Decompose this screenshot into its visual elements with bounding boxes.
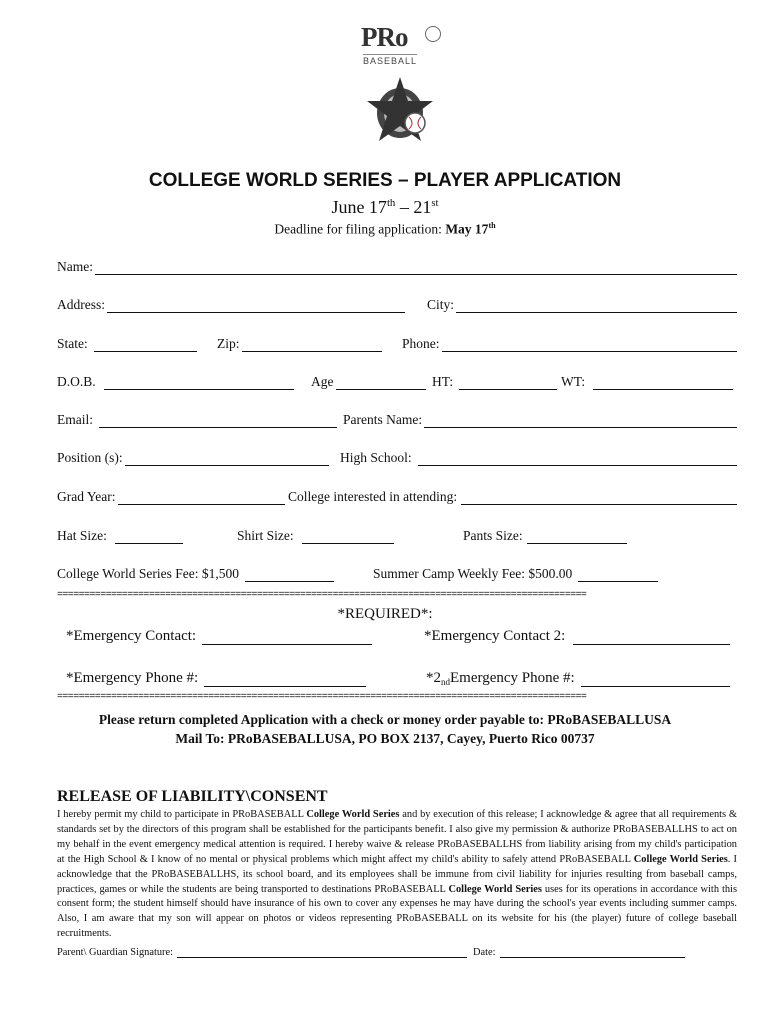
ht-field[interactable]: HT: — [432, 374, 557, 390]
release-body: I hereby permit my child to participate in PRoBASEBALL College World Series and by execution of this release; I acknowledge & agree that all requirements & standards set by the directors of this program shall be established for the participants benefit. I also give my permission & authorize PRoBASEBALLHS to act on my behalf in the event emergency medical attention is required. I hereby waive & release PRoBASEBALLHS from liability arising from my child's participation at the High School & I know of no mental or physical problems which might affect my child's ability to safely attend PRoBASEBALL College World Series. I acknowledge that the PRoBASEBALLHS, its school board, and its employees shall be immune from civil liability for injuries resulting from baseball camps, practices, games or while the students are being transported to destinations PRoBASEBALL College World Series uses for its operations in accordance with this consent form; the student himself should have insurance of his own to cover any expenses he may have during the school's year events including summer camps. Also, I am aware that my son will appear on photos or videos representing PRoBASEBALL on its website for his (the player) future of college baseball recruitments. — [57, 809, 738, 940]
shirt-size-field[interactable]: Shirt Size: — [237, 528, 394, 544]
mailing-address: Mail To: PRoBASEBALLUSA, PO BOX 2137, Cayey, Puerto Rico 00737 — [175, 731, 595, 746]
row-name — [57, 259, 737, 279]
star-baseball-emblem-icon — [365, 75, 435, 145]
grad-year-field[interactable]: Grad Year: — [57, 489, 285, 505]
logo-sub: BASEBALL — [363, 56, 418, 66]
required-heading: *REQUIRED*: — [337, 606, 433, 622]
event-dates: June 17th – 21st — [331, 197, 439, 217]
age-field[interactable]: Age — [311, 374, 426, 390]
college-interest-field[interactable]: College interested in attending: — [288, 489, 737, 505]
deadline: Deadline for filing application: May 17th — [274, 221, 496, 237]
date-field[interactable] — [500, 946, 685, 958]
row-dob — [57, 374, 737, 394]
logo-brand: PRo — [361, 22, 408, 52]
page-title: COLLEGE WORLD SERIES – PLAYER APPLICATION — [148, 170, 622, 191]
cws-fee-field[interactable]: College World Series Fee: $1,500 — [57, 566, 334, 582]
row-position — [57, 450, 737, 470]
wt-field[interactable]: WT: — [561, 374, 733, 390]
row-address — [57, 297, 737, 317]
position-field[interactable]: Position (s): — [57, 450, 329, 466]
city-field[interactable]: City: — [427, 297, 737, 313]
row-fees — [57, 566, 737, 586]
name-field[interactable]: Name: — [57, 259, 737, 275]
row-sizes — [57, 528, 737, 548]
camp-fee-field[interactable]: Summer Camp Weekly Fee: $500.00 — [373, 566, 658, 582]
emergency-contact-2-field[interactable]: *Emergency Contact 2: — [424, 628, 730, 645]
zip-field[interactable]: Zip: — [217, 336, 382, 352]
date-label: Date: — [473, 947, 496, 958]
parents-name-field[interactable]: Parents Name: — [343, 412, 737, 428]
state-field[interactable]: State: — [57, 336, 197, 352]
row-emergency-contact — [66, 628, 736, 648]
separator-bottom: ================================================================================================== — [57, 692, 587, 703]
row-email — [57, 412, 737, 432]
row-grad-year — [57, 489, 737, 509]
separator-top: ================================================================================================== — [57, 590, 587, 601]
hat-size-field[interactable]: Hat Size: — [57, 528, 183, 544]
phone-field[interactable]: Phone: — [402, 336, 737, 352]
signature-label: Parent\ Guardian Signature: — [57, 947, 173, 958]
row-emergency-phone — [66, 670, 736, 690]
emergency-contact-field[interactable]: *Emergency Contact: — [66, 628, 372, 645]
return-instructions: Please return completed Application with a check or money order payable to: PRoBASEBALLUSA — [98, 712, 672, 727]
address-field[interactable]: Address: — [57, 297, 405, 313]
baseball-icon — [425, 26, 441, 42]
probaseball-logo — [355, 22, 455, 72]
emergency-phone-field[interactable]: *Emergency Phone #: — [66, 670, 366, 687]
release-heading: RELEASE OF LIABILITY\CONSENT — [57, 788, 328, 805]
pants-size-field[interactable]: Pants Size: — [463, 528, 627, 544]
email-field[interactable]: Email: — [57, 412, 337, 428]
high-school-field[interactable]: High School: — [340, 450, 737, 466]
signature-row — [57, 946, 697, 958]
row-state — [57, 336, 737, 356]
emergency-phone-2-field[interactable]: *2 $_{nd}$ Emergency Phone #: — [426, 670, 730, 687]
dob-field[interactable]: D.O.B. — [57, 374, 294, 390]
signature-field[interactable] — [177, 946, 467, 958]
